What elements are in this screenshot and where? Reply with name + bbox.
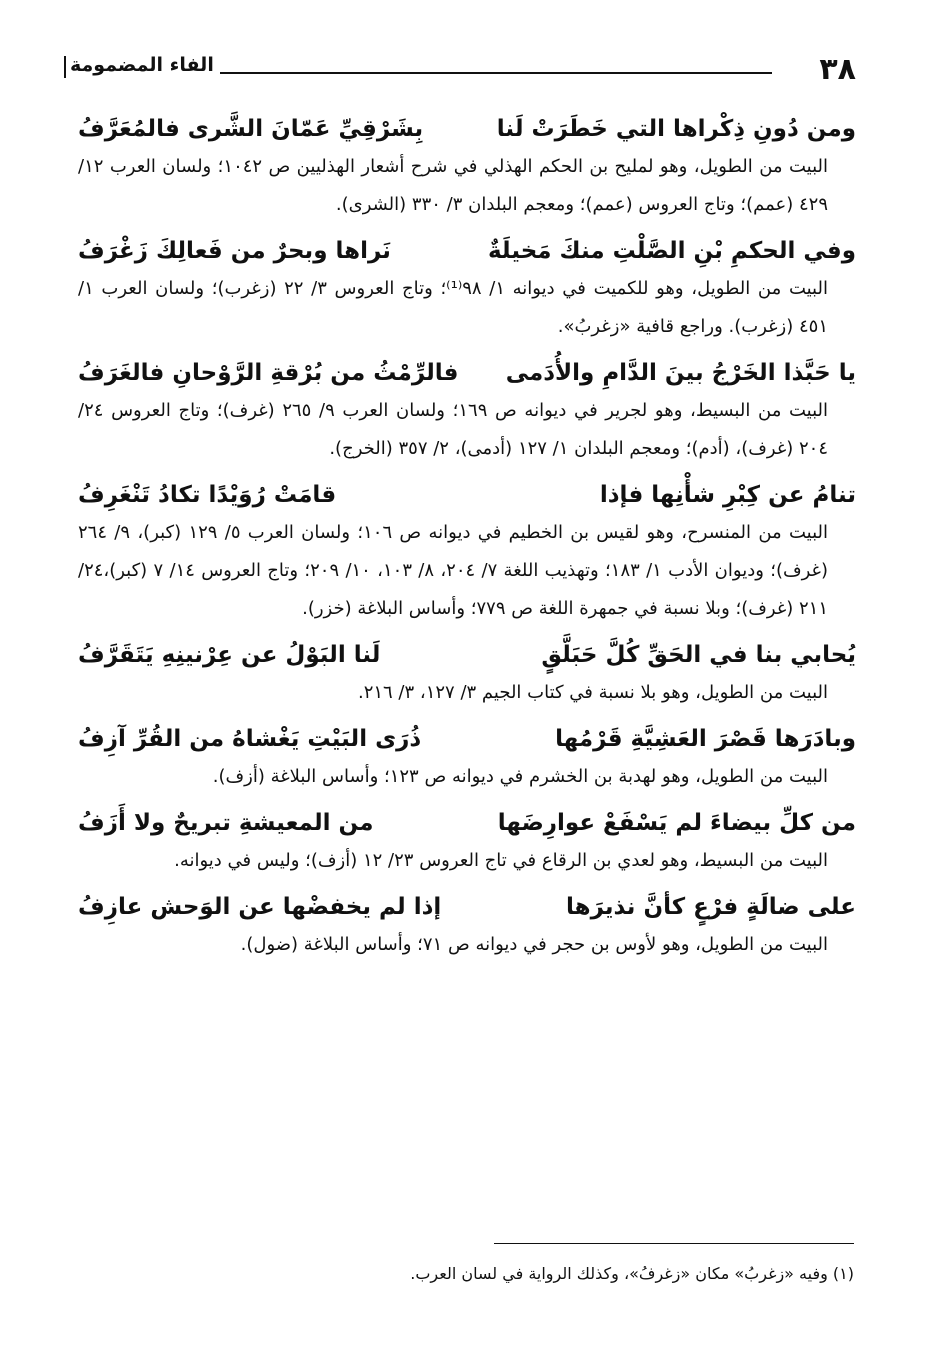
- verse-hemistich-second: نَراها وبحرٌ من فَعالِكَ زَغْرَفُ: [78, 238, 391, 264]
- verse: [78, 476, 856, 514]
- header-bar: [64, 56, 66, 78]
- commentary-text: البيت من الطويل، وهو لمليح بن الحكم الهذلي في شرح أشعار الهذليين ص ١٠٤٢؛ ولسان العرب ١٢/ ٤٢٩ (عمم)؛ وتاج العروس (عمم)؛ ومعجم البلدان ٣/ ٣٣٠ (الشرى).: [78, 156, 828, 215]
- entry: [78, 888, 856, 964]
- verse-hemistich-first: على ضالَةٍ فرْعٍ كأنَّ نذيرَها: [565, 894, 856, 920]
- verse-hemistich-first: يُحابي بنا في الحَقِّ كُلَّ حَبَلَّقٍ: [541, 642, 856, 668]
- verse-hemistich-second: فالرِّمْثُ من بُرْقةِ الرَّوْحانِ فالغَرَفُ: [78, 360, 459, 386]
- verse: [78, 354, 856, 392]
- verse-hemistich-first: تنامُ عن كِبْرِ شأْنِها فإذا: [599, 482, 856, 508]
- header-rule: [220, 72, 772, 74]
- entry: [78, 720, 856, 796]
- commentary-text: البيت من البسيط، وهو لعدي بن الرقاع في تاج العروس ٢٣/ ١٢ (أزف)؛ وليس في ديوانه.: [174, 850, 828, 871]
- verse-hemistich-second: ذُرَى البَيْتِ يَغْشاهُ من القُرِّ آزِفُ: [78, 726, 422, 752]
- verse-hemistich-second: لَنا البَوْلُ عن عِرْنينِهِ يَتَقَرَّفُ: [78, 642, 381, 668]
- entry: [78, 354, 856, 468]
- commentary: [78, 926, 856, 964]
- commentary-text: البيت من البسيط، وهو لجرير في ديوانه ص ١٦٩؛ ولسان العرب ٩/ ٢٦٥ (غرف)؛ وتاج العروس ٢٤/ ٢٠٤ (غرف)، (أدم)؛ ومعجم البلدان ١/ ١٢٧ (أدمى)، ٢/ ٣٥٧ (الخرج).: [78, 400, 828, 459]
- verse: [78, 636, 856, 674]
- verse: [78, 720, 856, 758]
- verse-hemistich-first: ومن دُونِ ذِكْراها التي خَطَرَتْ لَنا: [496, 116, 856, 142]
- verse: [78, 110, 856, 148]
- commentary: [78, 758, 856, 796]
- commentary-text: البيت من الطويل، وهو لأوس بن حجر في ديوانه ص ٧١؛ وأساس البلاغة (ضول).: [240, 934, 828, 955]
- verse-hemistich-second: قامَتْ رُوَيْدًا تكادُ تَنْغَرِفُ: [78, 482, 337, 508]
- entry: [78, 804, 856, 880]
- verse-hemistich-first: وبادَرَها قَصْرَ العَشِيَّةِ قَرْمُها: [555, 726, 856, 752]
- verse-hemistich-second: من المعيشةِ تبريحٌ ولا أَزَفُ: [78, 810, 374, 836]
- page-number: ٣٨: [819, 52, 856, 87]
- verse: [78, 888, 856, 926]
- entry: [78, 110, 856, 224]
- commentary-text: البيت من الطويل، وهو للكميت في ديوانه ١/ ٩٨⁽¹⁾؛ وتاج العروس ٣/ ٢٢ (زغرب)؛ ولسان العرب ١/ ٤٥١ (زغرب). وراجع قافية «زغربُ».: [78, 278, 828, 337]
- footnote-rule: [494, 1243, 854, 1244]
- commentary: [78, 392, 856, 468]
- verse: [78, 804, 856, 842]
- verse-hemistich-second: بِشَرْقِيِّ عَمّانَ الشَّرى فالمُعَرَّفُ: [78, 116, 424, 142]
- verse-hemistich-first: يا حَبَّذا الخَرْجُ بينَ الدَّامِ والأُدَمى: [505, 360, 856, 386]
- commentary: [78, 148, 856, 224]
- commentary: [78, 842, 856, 880]
- commentary: [78, 514, 856, 628]
- page-header: [70, 48, 864, 88]
- commentary: [78, 270, 856, 346]
- commentary-text: البيت من المنسرح، وهو لقيس بن الخطيم في ديوانه ص ١٠٦؛ ولسان العرب ٥/ ١٢٩ (كبر)، ٩/ ٢٦٤ (غرف)؛ وديوان الأدب ١/ ١٨٣؛ وتهذيب اللغة ٧/ ٢٠٤، ٨/ ١٠٣، ١٠/ ٢٠٩؛ وتاج العروس ١٤/ ٧ (كبر)،٢٤/ ٢١١ (غرف)؛ وبلا نسبة في جمهرة اللغة ص ٧٧٩؛ وأساس البلاغة (خزر).: [78, 522, 828, 619]
- entry: [78, 232, 856, 346]
- commentary-text: البيت من الطويل، وهو لهدبة بن الخشرم في ديوانه ص ١٢٣؛ وأساس البلاغة (أزف).: [212, 766, 828, 787]
- entry: [78, 476, 856, 628]
- commentary: [78, 674, 856, 712]
- verse-hemistich-first: وفي الحكمِ بْنِ الصَّلْتِ منكَ مَخيلَةٌ: [487, 238, 856, 264]
- verse: [78, 232, 856, 270]
- commentary-text: البيت من الطويل، وهو بلا نسبة في كتاب الجيم ٣/ ١٢٧، ٣/ ٢١٦.: [357, 682, 828, 703]
- entry: [78, 636, 856, 712]
- verse-hemistich-second: إذا لم يخفضْها عن الوَحش عازِفُ: [78, 894, 442, 920]
- entries: [78, 102, 856, 964]
- footnote: (١) وفيه «زغربُ» مكان «زغرفُ»، وكذلك الرواية في لسان العرب.: [410, 1264, 854, 1283]
- verse-hemistich-first: من كلِّ بيضاءَ لم يَسْفَعْ عوارِضَها: [497, 810, 856, 836]
- chapter-title: الفاء المضمومة: [70, 54, 214, 76]
